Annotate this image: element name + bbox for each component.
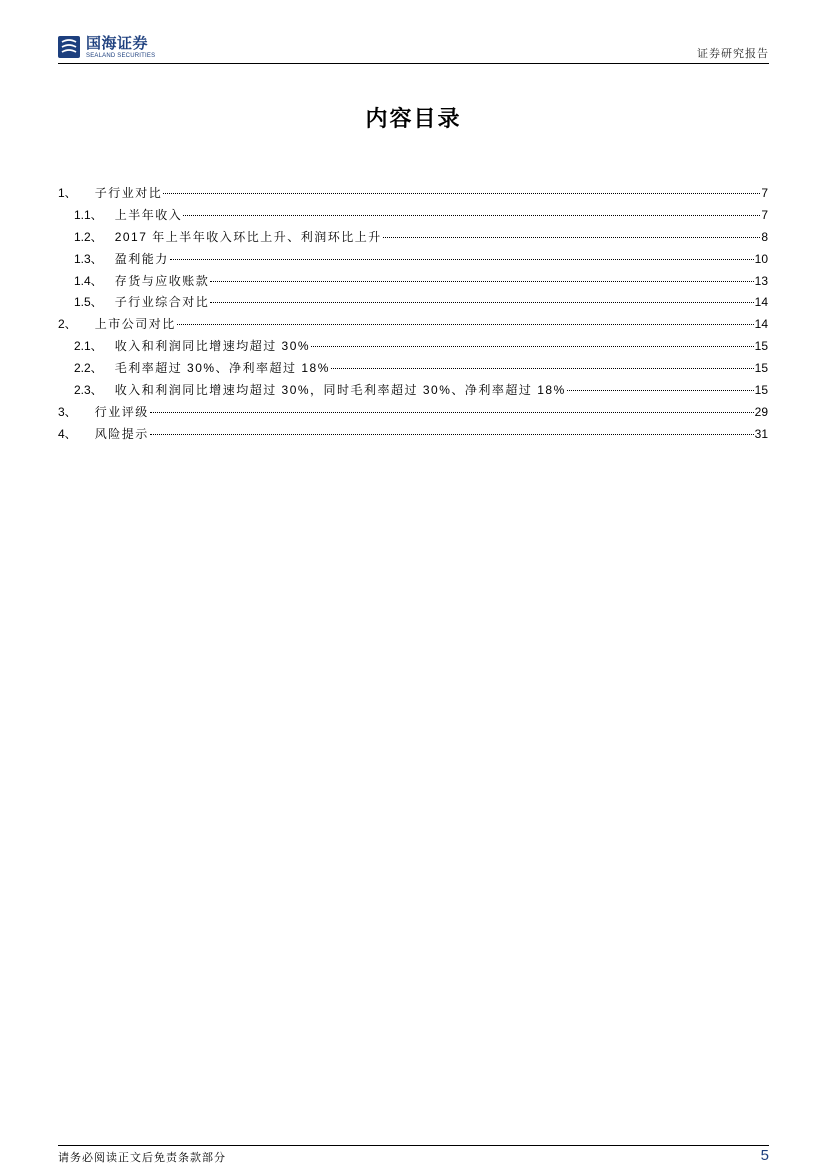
page-footer (58, 1145, 769, 1168)
page-header (58, 36, 769, 64)
toc-entry-number: 1、 (58, 186, 77, 200)
toc-dot-leader (383, 237, 761, 238)
toc-entry[interactable] (58, 206, 768, 228)
toc-entry-page: 15 (754, 383, 768, 398)
report-type-label: 证券研究报告 (697, 47, 769, 60)
toc-dot-leader (150, 434, 754, 435)
toc-entry-title: 行业评级 (94, 404, 149, 419)
toc-entry-title: 收入和利润同比增速均超过 30% (114, 339, 311, 354)
toc-entry-title: 子行业综合对比 (114, 295, 210, 310)
toc-entry-page: 7 (761, 207, 768, 222)
toc-entry[interactable] (58, 228, 768, 250)
toc-entry-page: 29 (754, 404, 768, 419)
toc-dot-leader (163, 193, 760, 194)
toc-dot-leader (311, 346, 754, 347)
sealand-logo-icon (58, 36, 80, 58)
toc-entry-number: 4、 (58, 426, 77, 441)
toc-entry-number: 2.3、 (74, 383, 103, 398)
toc-entry[interactable] (58, 315, 768, 337)
toc-entry-title: 2017 年上半年收入环比上升、利润环比上升 (114, 229, 382, 244)
toc-entry-page: 14 (754, 317, 768, 332)
toc-entry-number: 1.3、 (74, 251, 103, 266)
toc-entry[interactable] (58, 337, 768, 359)
toc-dot-leader (170, 259, 754, 260)
toc-entry-title: 存货与应收账款 (114, 273, 210, 288)
toc-entry-title: 收入和利润同比增速均超过 30%，同时毛利率超过 30%、净利率超过 18% (114, 383, 566, 398)
toc-dot-leader (210, 281, 753, 282)
toc-dot-leader (150, 412, 754, 413)
toc-entry[interactable] (58, 272, 768, 294)
toc-entry-title: 盈利能力 (114, 251, 169, 266)
toc-entry-number: 3、 (58, 404, 77, 419)
toc-entry-number: 2、 (58, 317, 77, 332)
disclaimer-text: 请务必阅读正文后免责条款部分 (58, 1151, 226, 1164)
toc-entry-page: 31 (754, 426, 768, 441)
toc-entry-page: 10 (754, 251, 768, 266)
toc-entry[interactable] (58, 403, 768, 425)
toc-entry[interactable] (58, 293, 768, 315)
toc-entry-page: 8 (761, 229, 768, 244)
toc-entry-page: 15 (754, 361, 768, 376)
toc-entry[interactable] (58, 425, 768, 447)
toc-entry-number: 1.1、 (74, 207, 103, 222)
toc-dot-leader (331, 368, 754, 369)
toc-dot-leader (177, 324, 754, 325)
toc-entry-title: 毛利率超过 30%、净利率超过 18% (114, 361, 330, 376)
company-logo (58, 36, 155, 62)
logo-english-name: SEALAND SECURITIES (86, 53, 156, 59)
toc-entry-title: 风险提示 (94, 426, 149, 441)
toc-entry[interactable] (58, 381, 768, 403)
toc-entry-page: 14 (754, 295, 768, 310)
toc-entry-number: 2.2、 (74, 361, 103, 376)
toc-entry-page: 7 (761, 186, 768, 200)
page-title: 内容目录 (365, 107, 462, 132)
toc-entry-number: 1.5、 (74, 295, 103, 310)
toc-entry-number: 2.1、 (74, 339, 103, 354)
toc-dot-leader (567, 390, 754, 391)
logo-chinese-name: 国海证券 (86, 34, 149, 52)
toc-entry-number: 1.2、 (74, 229, 103, 244)
table-of-contents (58, 184, 768, 447)
toc-entry-number: 1.4、 (74, 273, 103, 288)
page-number: 5 (760, 1147, 769, 1164)
toc-entry[interactable] (58, 359, 768, 381)
toc-entry-title: 子行业对比 (94, 186, 163, 200)
toc-dot-leader (210, 302, 753, 303)
toc-entry[interactable] (58, 250, 768, 272)
toc-entry[interactable] (58, 184, 768, 206)
toc-entry-title: 上半年收入 (114, 207, 183, 222)
toc-entry-page: 15 (754, 339, 768, 354)
toc-entry-title: 上市公司对比 (94, 317, 176, 332)
toc-dot-leader (183, 215, 760, 216)
toc-entry-page: 13 (754, 273, 768, 288)
